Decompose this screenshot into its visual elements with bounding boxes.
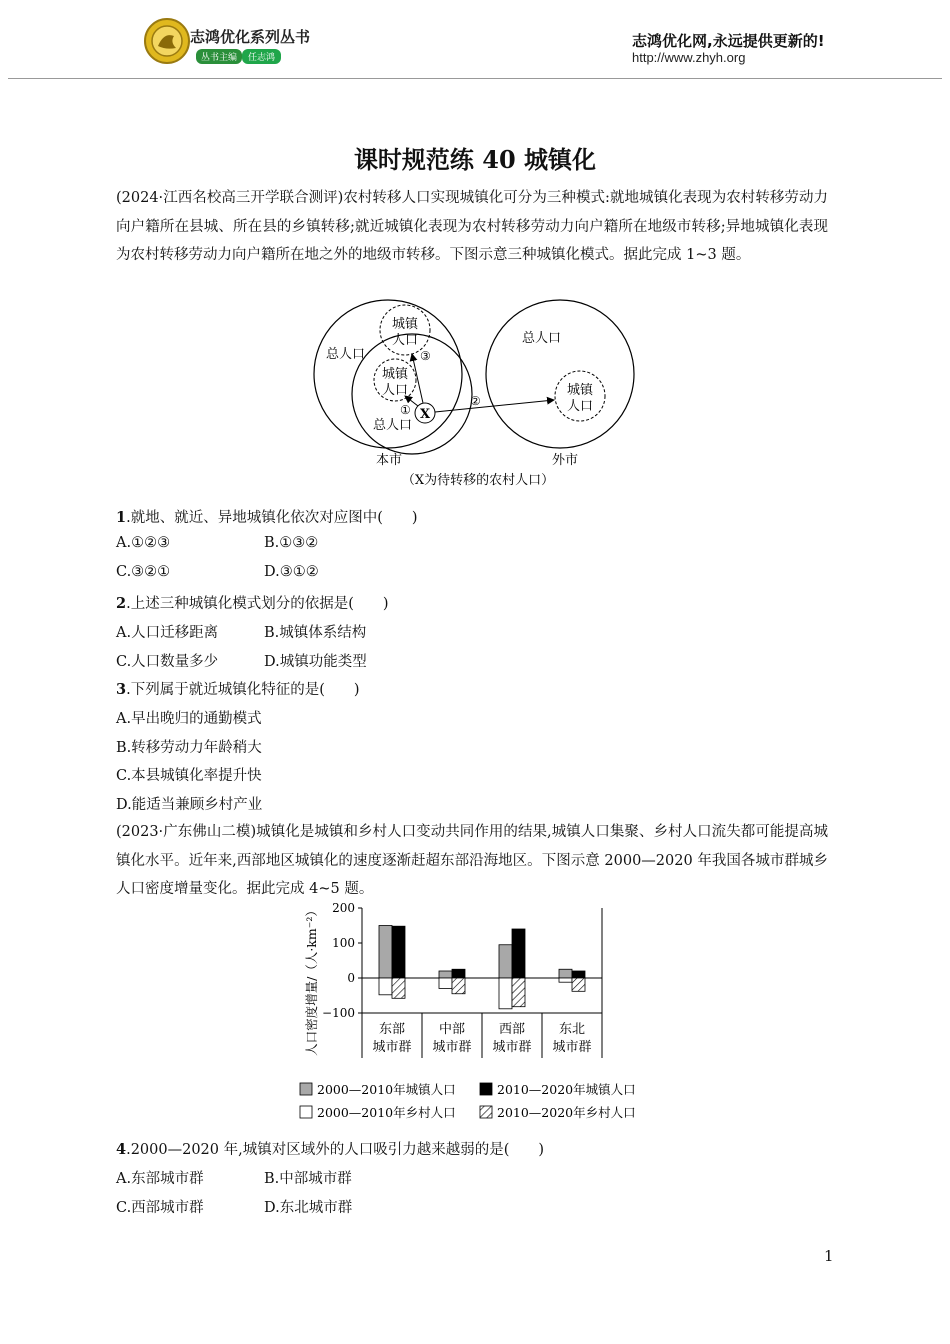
local-total-label: 总人口 [326,347,366,362]
marker-1: ① [400,403,411,417]
legend-label: 2010—2020年乡村人口 [497,1105,636,1120]
q2-option-c[interactable]: C.人口数量多少 [116,654,219,670]
y-tick-label: 200 [332,901,355,915]
x-label: X [419,407,431,422]
y-tick-label: 100 [332,936,355,950]
q1-option-b[interactable]: B.①③② [264,535,319,551]
other-city-label: 外市 [551,453,579,468]
legend-swatch [300,1083,312,1095]
y-tick-label: 0 [347,971,355,985]
header-url-link[interactable]: http://www.zhyh.org [632,50,746,65]
bar [379,926,392,979]
bar [439,978,452,989]
header-slogan: 志鸿优化网,永远提供更新的! [632,32,825,50]
q1-option-d[interactable]: D.③①② [264,564,319,580]
page-title: 课时规范练 40 城镇化 [353,145,597,174]
county-circle [352,334,472,454]
bar [572,978,585,991]
q3-option-d[interactable]: D.能适当兼顾乡村产业 [116,797,263,813]
other-city-circle [486,300,634,448]
bar [392,978,405,998]
bar [452,978,465,994]
page-number: 1 [824,1247,834,1265]
q1-option-c[interactable]: C.③②① [116,564,171,580]
q3-option-a[interactable]: A.早出晚归的通勤模式 [116,711,262,727]
q3-option-b[interactable]: B.转移劳动力年龄稍大 [116,740,262,756]
local-city-label: 本市 [375,453,403,468]
q4-option-c[interactable]: C.西部城市群 [116,1200,204,1216]
city-urban-l2: 人口 [391,333,419,348]
bar [559,969,572,978]
chart-ylabel: 人口密度增量/（人·km⁻²） [304,904,319,1056]
diagram-caption: （X为待转移的农村人口） [401,473,555,488]
marker-3: ③ [420,349,431,363]
bar [559,978,572,982]
q4-option-d[interactable]: D.东北城市群 [264,1200,353,1216]
category-label: 城市群 [372,1040,412,1055]
intro-paragraph-1: (2024·江西名校高三开学联合测评)农村转移人口实现城镇化可分为三种模式:就地城镇化表现为农村转移劳动力向户籍所在县城、所在县的乡镇转移;就近城镇化表现为农村转移劳动力向户籍所在地级市转移;异地城镇化表现为农村转移劳动力向户籍所在地之外的地级市转移。下图示意三种城镇化模式。据此完成 1~3 题。 [116,190,828,264]
marker-2: ② [470,394,481,408]
bar [392,926,405,978]
question-1: 1.就地、就近、异地城镇化依次对应图中( ) [116,509,418,526]
bar [439,971,452,978]
q1-option-a[interactable]: A.①②③ [116,535,171,551]
legend-swatch [300,1106,312,1118]
editor-name: 任志鸿 [242,49,281,64]
question-3: 3.下列属于就近城镇化特征的是( ) [116,681,360,698]
bar [512,929,525,978]
category-label: 东北 [558,1022,586,1037]
q4-option-b[interactable]: B.中部城市群 [264,1171,352,1187]
y-tick-label: −100 [322,1006,355,1020]
county-urban-l1: 城镇 [381,367,409,382]
header-divider [8,78,942,79]
bar [379,978,392,995]
category-label: 城市群 [492,1040,532,1055]
category-label: 城市群 [432,1040,472,1055]
category-label: 城市群 [552,1040,592,1055]
city-urban-l1: 城镇 [391,317,419,332]
other-total-label: 总人口 [522,331,562,346]
other-urban-l1: 城镇 [566,383,594,398]
legend-label: 2000—2010年城镇人口 [317,1082,456,1097]
county-urban-l2: 人口 [381,383,409,398]
question-4: 4.2000—2020 年,城镇对区域外的人口吸引力越来越弱的是( ) [116,1141,545,1158]
bar [512,978,525,1007]
other-urban-l2: 人口 [566,399,594,414]
bar [499,945,512,978]
intro-paragraph-2: (2023·广东佛山二模)城镇化是城镇和乡村人口变动共同作用的结果,城镇人口集聚、乡村人口流失都可能提高城镇化水平。近年来,西部地区城镇化的速度逐渐赶超东部沿海地区。下图示意 2000—2020 年我国各城市群城乡人口密度增量变化。据此完成 4~5 题。 [116,824,828,898]
question-2: 2.上述三种城镇化模式划分的依据是( ) [116,595,389,612]
county-total-label: 总人口 [373,418,413,433]
legend-swatch [480,1083,492,1095]
urbanization-diagram [300,296,650,492]
category-label: 中部 [438,1022,466,1037]
brand-name: 志鸿优化系列丛书 [190,28,311,46]
q4-option-a[interactable]: A.东部城市群 [116,1171,204,1187]
page-header [0,0,950,80]
q2-option-d[interactable]: D.城镇功能类型 [264,654,367,670]
category-label: 西部 [498,1022,526,1037]
arrow-2 [435,400,554,412]
bar [572,971,585,978]
bar [499,978,512,1009]
brand-logo [144,18,190,64]
q2-option-a[interactable]: A.人口迁移距离 [116,625,219,641]
legend-label: 2010—2020年城镇人口 [497,1082,636,1097]
q2-option-b[interactable]: B.城镇体系结构 [264,625,367,641]
category-label: 东部 [378,1022,406,1037]
legend-swatch [480,1106,492,1118]
bar [452,969,465,978]
q3-option-c[interactable]: C.本县城镇化率提升快 [116,768,262,784]
legend-label: 2000—2010年乡村人口 [317,1105,456,1120]
population-density-chart [296,898,656,1134]
editor-tag: 丛书主编 [196,49,242,64]
